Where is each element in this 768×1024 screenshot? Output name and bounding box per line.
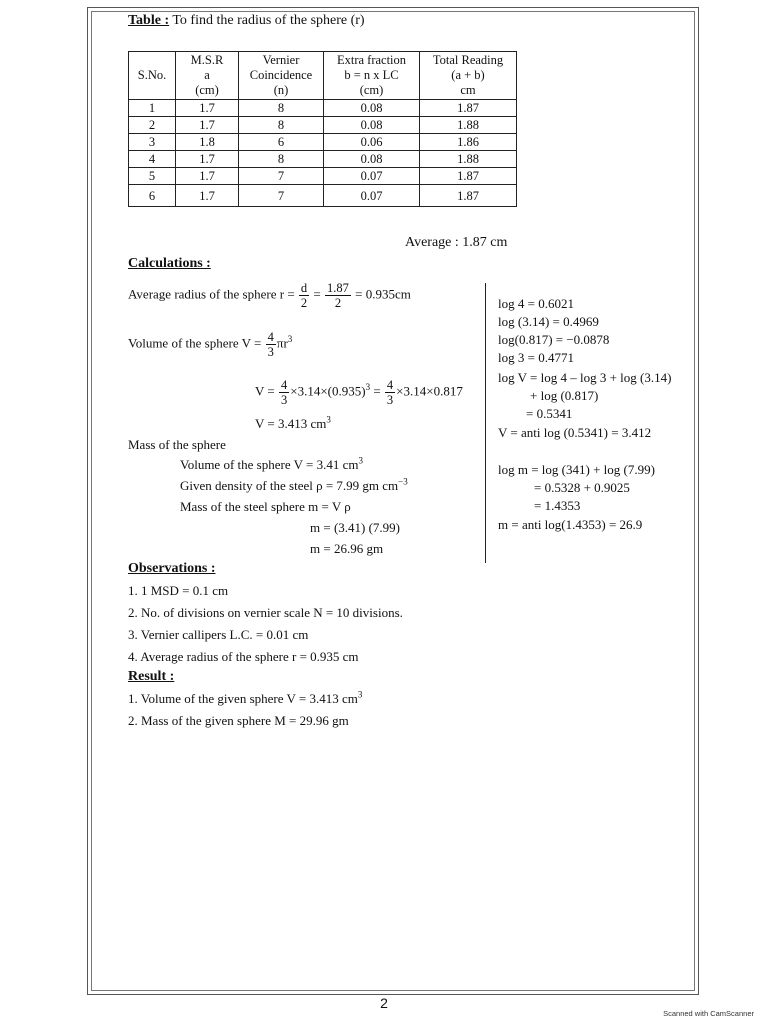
table-row: 4 1.7 8 0.08 1.88: [129, 151, 517, 168]
log-line: + log (0.817): [530, 388, 599, 403]
observation-item: 1. 1 MSD = 0.1 cm: [128, 583, 229, 598]
mass-line-formula: Mass of the steel sphere m = V ρ: [180, 499, 351, 514]
scanner-watermark: Scanned with CamScanner: [663, 1009, 754, 1018]
table-caption: To find the radius of the sphere (r): [172, 13, 365, 28]
mass-line-volume: Volume of the sphere V = 3.41 $cm^3$: [180, 455, 363, 472]
log-line: log m = log (341) + log (7.99): [498, 462, 655, 477]
table-label: Table :: [128, 13, 170, 28]
col-vernier: Vernier Coincidence (n): [239, 52, 324, 100]
table-heading: [128, 13, 365, 29]
fraction-1.87-over-2: $\frac{1.87}{2}$: [327, 281, 349, 310]
average-reading: Average : 1.87 cm: [405, 235, 508, 250]
table-row: 6 1.7 7 0.07 1.87: [129, 185, 517, 207]
log-line: = 0.5341: [526, 406, 573, 421]
observations-heading: Observations :: [128, 561, 216, 576]
log-line: log (3.14) = 0.4969: [498, 314, 599, 329]
table-row: 3 1.8 6 0.06 1.86: [129, 134, 517, 151]
table-row: 2 1.7 8 0.08 1.88: [129, 117, 517, 134]
volume-formula: Volume of the sphere V = $\frac{4}{3}$ $\pi r^3$: [128, 330, 293, 359]
table-header-row: [129, 52, 517, 100]
result-heading: Result :: [128, 669, 175, 684]
page-number: 2: [380, 995, 388, 1011]
log-line: = 0.5328 + 0.9025: [534, 480, 630, 495]
calculations-heading: Calculations :: [128, 256, 211, 271]
col-total-reading: Total Reading (a + b) cm: [420, 52, 517, 100]
observation-item: 4. Average radius of the sphere r = 0.935 cm: [128, 649, 359, 664]
log-line: log(0.817) = −0.0878: [498, 332, 610, 347]
radius-equation: Average radius of the sphere r = $\frac{d}{2}$ = $\frac{1.87}{2}$ = 0.935cm: [128, 281, 411, 310]
log-line: log 4 = 0.6021: [498, 296, 574, 311]
log-line: log V = log 4 – log 3 + log (3.14): [498, 370, 672, 385]
log-line: V = anti log (0.5341) = 3.412: [498, 425, 652, 440]
table-row: 1 1.7 8 0.08 1.87: [129, 100, 517, 117]
col-extra-fraction: Extra fraction b = n x LC (cm): [324, 52, 420, 100]
mass-line-density: Given density of the steel ρ = 7.99 gm $cm^{-3}$: [180, 476, 408, 493]
volume-substitution: V = $\frac{4}{3}$ $\times 3.14\times(0.935)^3$ = $\frac{4}{3}$ ×3.14×0.817: [255, 378, 463, 407]
mass-heading: Mass of the sphere: [128, 437, 226, 452]
mass-result: m = 26.96 gm: [310, 541, 384, 556]
log-line: m = anti log(1.4353) = 26.9: [498, 517, 643, 532]
col-msr: M.S.R a (cm): [176, 52, 239, 100]
fraction-d-over-2: $\frac{d}{2}$: [300, 281, 308, 310]
table-row: 5 1.7 7 0.07 1.87: [129, 168, 517, 185]
volume-result: V = 3.413 $cm^3$: [255, 414, 331, 431]
mass-calc: m = (3.41) (7.99): [310, 520, 401, 535]
observation-item: 3. Vernier callipers L.C. = 0.01 cm: [128, 627, 309, 642]
readings-table: [128, 51, 517, 207]
col-sno: S.No.: [129, 52, 176, 100]
observation-item: 2. No. of divisions on vernier scale N = 10 divisions.: [128, 605, 403, 620]
result-item: 2. Mass of the given sphere M = 29.96 gm: [128, 713, 349, 728]
log-line: = 1.4353: [534, 498, 581, 513]
log-line: log 3 = 0.4771: [498, 350, 574, 365]
result-item: 1. Volume of the given sphere V = 3.413 $cm^3$: [128, 689, 363, 706]
column-divider: [485, 283, 486, 563]
